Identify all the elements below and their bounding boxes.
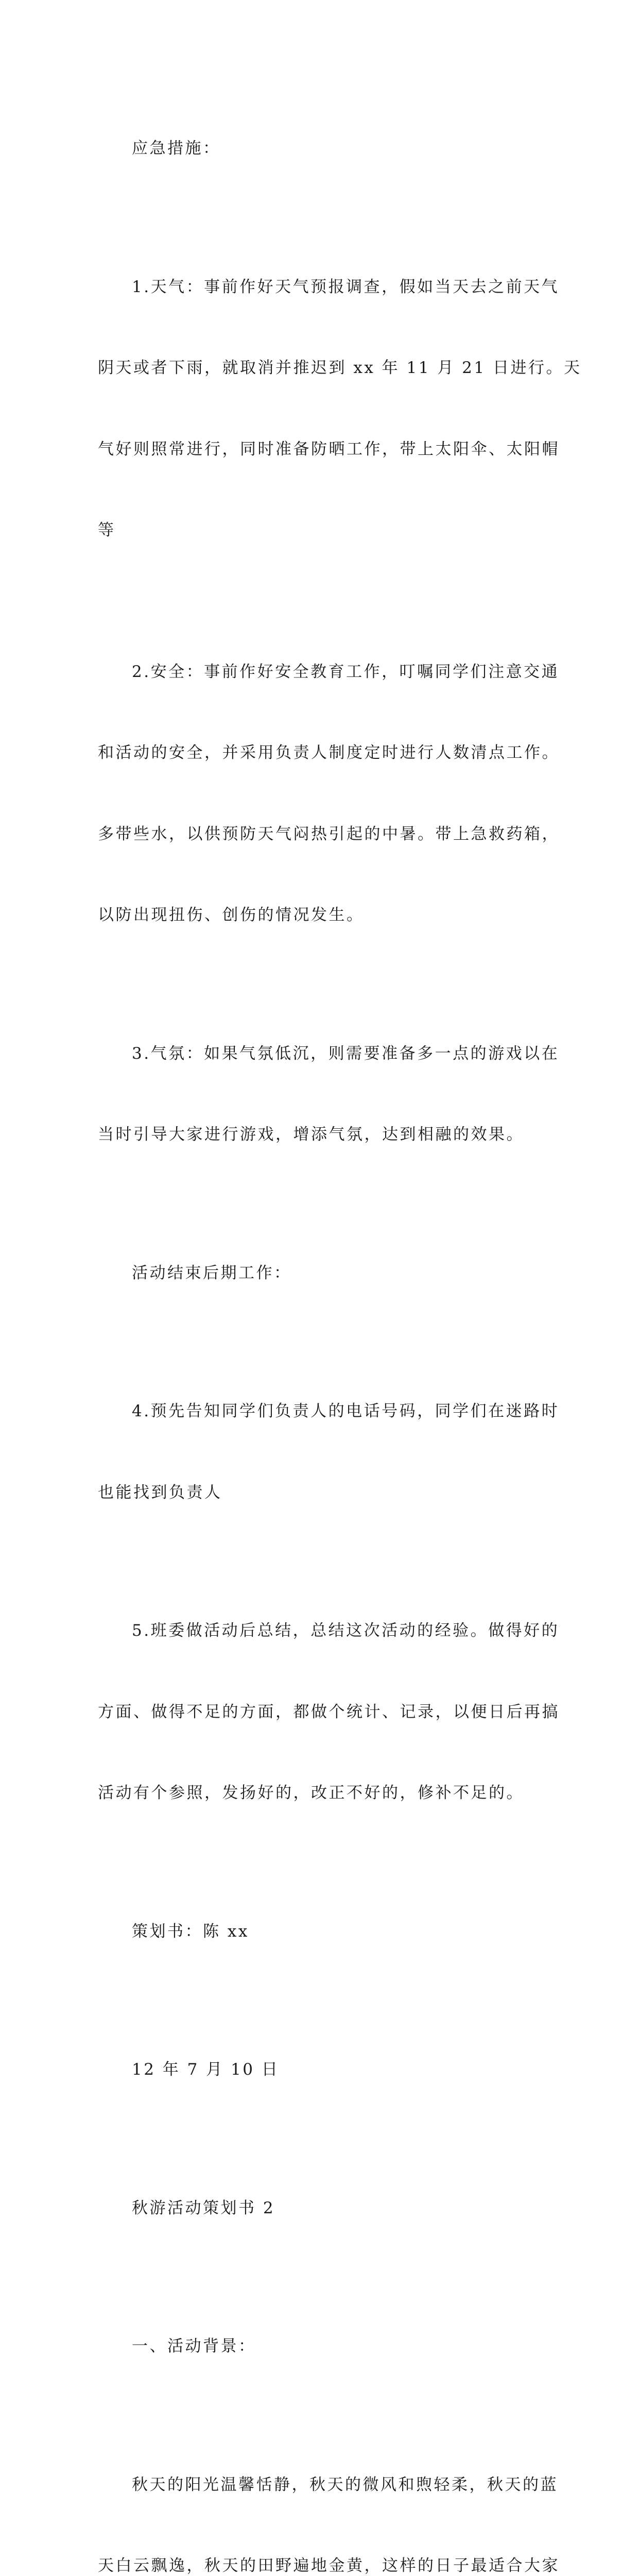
text-line: 以防出现扭伤、创伤的情况发生。 xyxy=(98,902,541,929)
paragraph-weather xyxy=(98,219,541,598)
document-body xyxy=(98,81,541,2576)
text-line: 一、活动背景： xyxy=(98,2333,541,2360)
text-line: 和活动的安全，并采用负责人制度定时进行人数清点工作。 xyxy=(98,739,541,767)
paragraph-background xyxy=(98,2417,541,2576)
text-line: 活动有个参照，发扬好的，改正不好的，修补不足的。 xyxy=(98,1780,541,1807)
text-line: 12 年 7 月 10 日 xyxy=(98,2056,541,2083)
text-line: 3.气氛：如果气氛低沉，则需要准备多一点的游戏以在 xyxy=(98,1040,541,1067)
text-line: 秋游活动策划书 2 xyxy=(98,2195,541,2222)
section-heading-followup xyxy=(98,1206,541,1341)
text-line: 策划书：陈 xx xyxy=(98,1918,541,1945)
paragraph-summary xyxy=(98,1563,541,1861)
paragraph-safety xyxy=(98,604,541,983)
text-line: 秋天的阳光温馨恬静，秋天的微风和煦轻柔，秋天的蓝 xyxy=(98,2471,541,2499)
text-line: 活动结束后期工作： xyxy=(98,1260,541,1287)
text-line: 当时引导大家进行游戏，增添气氛，达到相融的效果。 xyxy=(98,1121,541,1148)
text-line: 应急措施： xyxy=(98,135,541,162)
text-line: 也能找到负责人 xyxy=(98,1479,541,1506)
text-line: 天白云飘逸，秋天的田野遍地金黄，这样的日子最适合大家 xyxy=(98,2552,541,2576)
text-line: 4.预先告知同学们负责人的电话号码，同学们在迷路时 xyxy=(98,1398,541,1425)
text-line: 5.班委做活动后总结，总结这次活动的经验。做得好的 xyxy=(98,1617,541,1645)
section-heading-emergency xyxy=(98,81,541,216)
text-line: 1.天气：事前作好天气预报调查，假如当天去之前天气 xyxy=(98,274,541,301)
paragraph-atmosphere xyxy=(98,986,541,1202)
document-title-2 xyxy=(98,2141,541,2276)
document-page xyxy=(0,0,639,904)
text-line: 阴天或者下雨，就取消并推迟到 xx 年 11 月 21 日进行。天 xyxy=(98,354,541,382)
text-line: 2.安全：事前作好安全教育工作，叮嘱同学们注意交通 xyxy=(98,658,541,686)
text-line: 方面、做得不足的方面，都做个统计、记录，以便日后再搞 xyxy=(98,1699,541,1726)
date-line xyxy=(98,2002,541,2138)
text-line: 多带些水，以供预防天气闷热引起的中暑。带上急救药箱， xyxy=(98,821,541,848)
author-line xyxy=(98,1864,541,1999)
text-line: 气好则照常进行，同时准备防晒工作，带上太阳伞、太阳帽 xyxy=(98,436,541,463)
section-heading-background xyxy=(98,2279,541,2414)
text-line: 等 xyxy=(98,517,541,544)
paragraph-contact xyxy=(98,1344,541,1560)
